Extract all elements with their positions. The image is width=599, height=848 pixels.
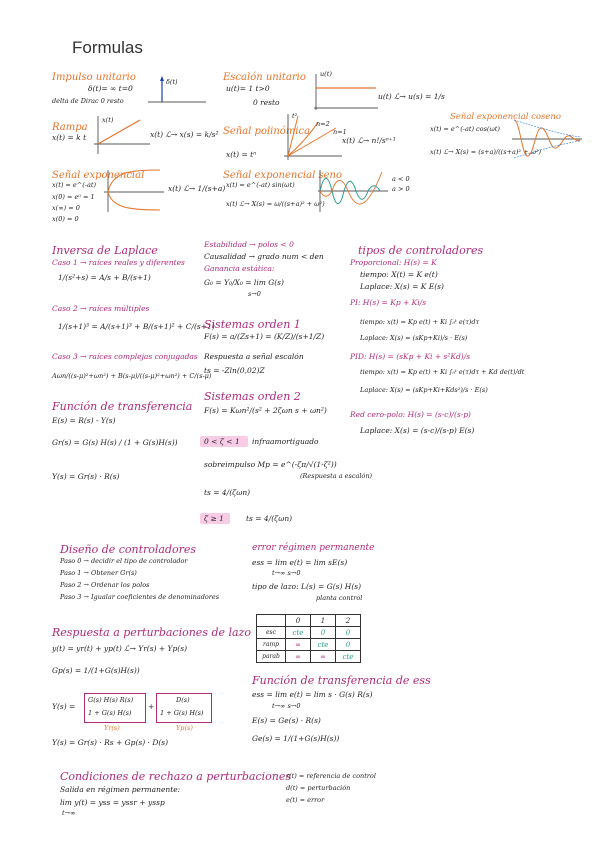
orden2-eq: F(s) = Kωn²/(s² + 2ζωn s + ωn²) <box>204 406 327 415</box>
orden2-heading: Sistemas orden 2 <box>204 390 301 403</box>
table-cell: 0 <box>336 627 361 639</box>
transferencia-l3: Y(s) = Gr(s) · R(s) <box>52 472 120 481</box>
estabilidad-l4: G₀ = Y₀/X₀ = lim G(s) <box>204 278 284 287</box>
rechazo-l3: t→∞ <box>62 809 76 817</box>
diseno-p1: Paso 1 → Obtener Gr(s) <box>60 569 137 577</box>
table-cell: 0 <box>311 627 336 639</box>
table-corner <box>257 615 286 627</box>
perturbaciones-yp: Yp(s) <box>176 724 193 732</box>
exponencial-heading: Señal exponencial <box>52 170 145 181</box>
rampa-graph-label: x(t) <box>102 116 114 124</box>
ess-l1: ess = lim e(t) = lim s · G(s) R(s) <box>252 690 373 699</box>
tipos-heading: tipos de controladores <box>358 244 484 257</box>
table-cell: cte <box>336 651 361 663</box>
polinomica-heading: Señal polinómica <box>223 126 311 137</box>
error-l2: tipo de lazo: L(s) = G(s) H(s) <box>252 582 362 591</box>
inversa-caso3 <box>52 352 198 361</box>
orden2-hl1: 0 < ζ < 1 <box>204 437 240 446</box>
tipos-pi <box>350 298 426 307</box>
perturbaciones-ys-label: Y(s) = <box>52 702 76 711</box>
exp-coseno-heading: Señal exponencial coseno <box>450 112 562 122</box>
polinomica-def: x(t) = tⁿ <box>226 150 257 159</box>
impulso-heading: Impulso unitario <box>52 72 136 83</box>
tipos-pi-l: Laplace: X(s) = (sKp+Ki)/s · E(s) <box>360 334 468 342</box>
tipos-pi-text: PI: H(s) = Kp + Ki/s <box>350 298 427 307</box>
exp-seno-def: x(t) = e^(-at) sin(ωt) <box>226 181 295 189</box>
rampa-def: x(t) = k t <box>52 133 87 142</box>
estabilidad-l3: Ganancia estática: <box>204 264 275 273</box>
transferencia-l1: E(s) = R(s) - Y(s) <box>52 416 116 425</box>
exp-seno-graph <box>316 168 388 214</box>
escalon-def-1: u(t)= 1 t>0 <box>226 84 270 93</box>
leyenda-d: d(t) = perturbación <box>286 784 351 792</box>
diseno-p2: Paso 2 → Ordenar los polos <box>60 581 150 589</box>
exponencial-def-2: x(0) = e⁰ = 1 <box>52 193 95 201</box>
diseno-p0: Paso 0 → decidir el tipo de controlador <box>60 557 188 565</box>
table-col-header: 1 <box>311 615 336 627</box>
table-col-header: 2 <box>336 615 361 627</box>
leyenda-r: r(t) = referencia de control <box>286 772 376 780</box>
exp-coseno-graph <box>510 116 582 162</box>
perturbaciones-l4: Y(s) = Gr(s) · Rs + Gp(s) · D(s) <box>52 738 169 747</box>
error-l1: ess = lim e(t) = lim sE(s) <box>252 558 348 567</box>
tipos-p-text: Proporcional: H(s) = K <box>350 258 437 267</box>
table-cell: cte <box>286 627 311 639</box>
page-title: Formulas <box>72 38 143 57</box>
polinomica-laplace: x(t) ℒ→ n!/sⁿ⁺¹ <box>342 136 396 145</box>
table-cell: ∞ <box>286 639 311 651</box>
error-table <box>256 614 361 663</box>
orden2-ts2: ts = 4/(ζωn) <box>246 514 293 523</box>
exponencial-def-4: x(0) = 0 <box>52 215 79 223</box>
impulso-graph-label: δ(t) <box>166 78 178 86</box>
tipos-p-l: Laplace: X(s) = K E(s) <box>360 282 444 291</box>
perturbaciones-l2: Gp(s) = 1/(1+G(s)H(s)) <box>52 666 140 675</box>
estabilidad-label: Estabilidad → polos < 0 <box>204 240 294 249</box>
rampa-laplace: x(t) ℒ→ x(s) = k/s² <box>150 130 219 139</box>
table-cell: 0 <box>336 639 361 651</box>
escalon-laplace: u(t) ℒ→ u(s) = 1/s <box>378 92 445 101</box>
orden1-heading: Sistemas orden 1 <box>204 318 301 331</box>
tipos-pid-text: PID: H(s) = (sKp + Ki + s²Kd)/s <box>350 352 471 361</box>
error-heading: error régimen permanente <box>252 543 375 553</box>
estabilidad-l1 <box>204 240 294 249</box>
polinomica-label-t2: t² <box>292 112 298 120</box>
orden2-mp-note: (Respuesta a escalón) <box>300 472 373 480</box>
exp-seno-laplace: x(t) ℒ→ X(s) = ω/((s+a)² + ω²) <box>226 200 325 208</box>
table-row-label: parab <box>257 651 286 663</box>
exponencial-def-3: x(∞) = 0 <box>52 204 80 212</box>
caso2-text: Caso 2 → raíces múltiples <box>52 304 150 313</box>
ess-l2: E(s) = Ge(s) · R(s) <box>252 716 321 725</box>
transferencia-l2: Gr(s) = G(s) H(s) / (1 + G(s)H(s)) <box>52 438 178 447</box>
inversa-caso1 <box>52 258 185 267</box>
rechazo-heading: Condiciones de rechazo a perturbaciones <box>60 770 292 783</box>
exponencial-laplace: x(t) ℒ→ 1/(s+a) <box>168 184 226 193</box>
tipos-rc-text: Red cero-polo: H(s) = (s-c)/(s-p) <box>350 410 471 419</box>
exp-coseno-laplace: x(t) ℒ→ X(s) = (s+a)/((s+a)² + ω²) <box>430 148 542 156</box>
perturbaciones-l1: y(t) = yr(t) + yp(t) ℒ→ Yr(s) + Yp(s) <box>52 644 187 653</box>
perturbaciones-l3c: D(s) <box>176 696 190 704</box>
tipos-p-t: tiempo: X(t) = K e(t) <box>360 270 438 279</box>
perturbaciones-l3a: G(s) H(s) R(s) <box>88 696 134 704</box>
exponencial-graph <box>100 168 166 214</box>
error-l2b: planta control <box>316 594 363 602</box>
rampa-graph <box>90 114 152 156</box>
orden2-mp: sobreimpulso Mp = e^(-ζπ/√(1-ζ²)) <box>204 460 337 469</box>
diseno-p3: Paso 3 → Igualar coeficientes de denominadores <box>60 593 220 601</box>
tipos-pid <box>350 352 470 361</box>
tipos-p <box>350 258 437 267</box>
inversa-caso2-eq: 1/(s+1)³ = A/(s+1)³ + B/(s+1)² + C/(s+1) <box>58 322 215 331</box>
orden2-hl1-rest: infraamortiguado <box>252 437 319 446</box>
table-row <box>257 639 361 651</box>
polinomica-graph <box>280 112 344 162</box>
diseno-heading: Diseño de controladores <box>60 543 197 556</box>
rampa-heading: Rampa <box>52 122 88 133</box>
rechazo-l1: Salida en régimen permanente: <box>60 785 181 794</box>
exp-seno-heading: Señal exponencial seno <box>223 170 342 181</box>
exp-seno-note-1: a < 0 <box>392 175 410 183</box>
exp-seno-note-2: a > 0 <box>392 185 410 193</box>
tipos-pi-t: tiempo: x(t) = Kp e(t) + Ki ∫₀ᵗ e(τ)dτ <box>360 318 480 326</box>
table-row <box>257 651 361 663</box>
impulso-def-1: δ(t)= ∞ t=0 <box>88 84 133 93</box>
table-cell: ∞ <box>311 651 336 663</box>
rechazo-l2: lim y(t) = yss = yssr + yssp <box>60 798 165 807</box>
table-row <box>257 627 361 639</box>
caso3-text: Caso 3 → raíces complejas conjugadas <box>52 352 198 361</box>
orden2-hl2: ζ ≥ 1 <box>204 514 224 523</box>
perturbaciones-heading: Respuesta a perturbaciones de lazo <box>52 626 251 639</box>
tipos-pid-t: tiempo: x(t) = Kp e(t) + Ki ∫₀ᵗ e(τ)dτ + Kd de(t)/dt <box>360 368 525 376</box>
perturbaciones-yr: Yr(s) <box>104 724 120 732</box>
tipos-rc-l: Laplace: X(s) = (s-c)/(s-p) E(s) <box>360 426 475 435</box>
orden1-eq: F(s) = a/(Zs+1) = (K/Z)/(s+1/Z) <box>204 332 325 341</box>
escalon-def-2: 0 resto <box>253 98 280 107</box>
escalon-heading: Escalón unitario <box>223 72 306 83</box>
impulso-graph <box>148 76 208 106</box>
transferencia-heading: Función de transferencia <box>52 400 193 413</box>
ess-l3: Ge(s) = 1/(1+G(s)H(s)) <box>252 734 340 743</box>
orden1-l2: Respuesta a señal escalón <box>204 352 304 361</box>
tipos-rc <box>350 410 471 419</box>
polinomica-label-n1: n=1 <box>333 128 347 136</box>
escalon-graph-label: u(t) <box>320 70 332 78</box>
caso1-text: Caso 1 → raíces reales y diferentes <box>52 258 185 267</box>
inversa-caso3-eq: Aωn/((s-μ)²+ωn²) + B(s-μ)/((s-μ)²+ωn²) + C/(s-μ) <box>52 372 212 380</box>
leyenda-e: e(t) = error <box>286 796 325 804</box>
polinomica-label-n2: n=2 <box>316 120 330 128</box>
table-col-header: 0 <box>286 615 311 627</box>
table-row-label: ramp <box>257 639 286 651</box>
estabilidad-l2: Causalidad → grado num < den <box>204 252 324 261</box>
impulso-def-2: delta de Dirac 0 resto <box>52 97 124 105</box>
ess-heading: Función de transferencia de ess <box>252 674 431 687</box>
plus-sign: + <box>148 702 155 711</box>
exp-coseno-def: x(t) = e^(-at) cos(ωt) <box>430 125 500 133</box>
table-cell: cte <box>311 639 336 651</box>
inversa-caso1-eq: 1/(s²+s) = A/s + B/(s+1) <box>58 273 151 282</box>
exponencial-def-1: x(t) = e^(-at) <box>52 181 96 189</box>
perturbaciones-l3b: 1 + G(s) H(s) <box>88 709 132 717</box>
inversa-caso2 <box>52 304 149 313</box>
inversa-heading: Inversa de Laplace <box>52 244 158 257</box>
table-header-row <box>257 615 361 627</box>
ess-l1b: t→∞ s→0 <box>272 702 301 710</box>
estabilidad-l5: s→0 <box>248 290 261 298</box>
orden2-ts1: ts = 4/(ζωn) <box>204 488 251 497</box>
perturbaciones-l3d: 1 + G(s) H(s) <box>160 709 204 717</box>
table-cell: ∞ <box>286 651 311 663</box>
orden1-l3: ts = -Zln(0,02)Z <box>204 366 265 375</box>
tipos-pid-l: Laplace: X(s) = (sKp+Ki+Kds²)/s · E(s) <box>360 386 488 394</box>
error-l1b: t→∞ s→0 <box>272 569 301 577</box>
table-row-label: esc <box>257 627 286 639</box>
